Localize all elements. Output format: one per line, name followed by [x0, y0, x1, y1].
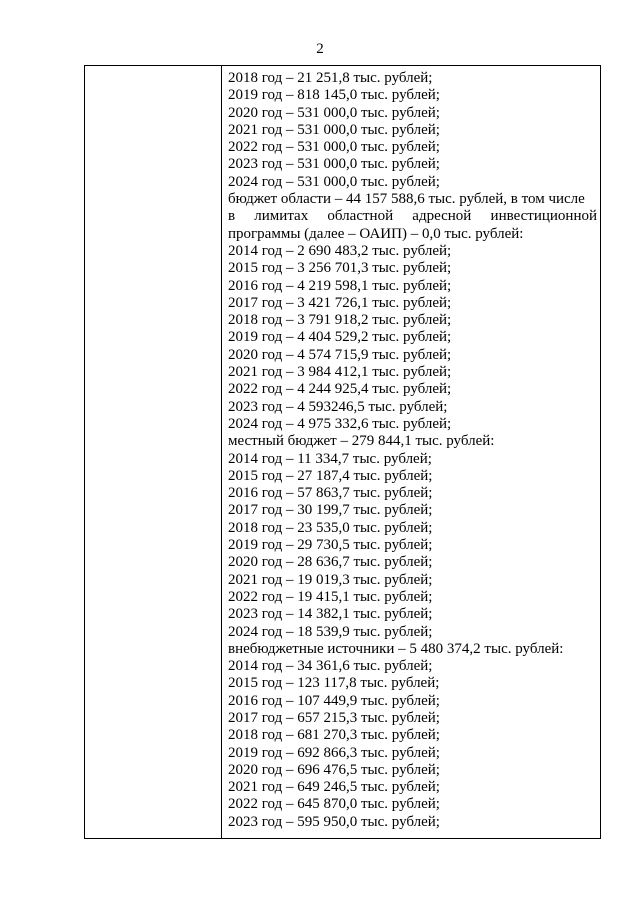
- text-line: 2015 год – 27 187,4 тыс. рублей;: [228, 467, 433, 484]
- text-line: 2021 год – 649 246,5 тыс. рублей;: [228, 779, 440, 796]
- text-line: 2022 год – 19 415,1 тыс. рублей;: [228, 588, 433, 605]
- text-line: 2023 год – 531 000,0 тыс. рублей;: [228, 156, 440, 173]
- text-line: программы (далее – ОАИП) – 0,0 тыс. рублей:: [228, 225, 524, 242]
- text-line: 2018 год – 21 251,8 тыс. рублей;: [228, 70, 433, 86]
- text-line: 2017 год – 3 421 726,1 тыс. рублей;: [228, 294, 452, 311]
- text-line: 2014 год – 11 334,7 тыс. рублей;: [228, 450, 432, 467]
- text-line: 2024 год – 4 975 332,6 тыс. рублей;: [228, 415, 452, 432]
- text-line: 2023 год – 14 382,1 тыс. рублей;: [228, 606, 433, 623]
- text-line: бюджет области – 44 157 588,6 тыс. рублей, в том числе: [228, 191, 585, 208]
- text-line: 2022 год – 531 000,0 тыс. рублей;: [228, 139, 440, 156]
- text-line: 2022 год – 645 870,0 тыс. рублей;: [228, 796, 440, 813]
- text-line: 2020 год – 696 476,5 тыс. рублей;: [228, 761, 440, 778]
- text-line: 2022 год – 4 244 925,4 тыс. рублей;: [228, 381, 452, 398]
- text-line: 2019 год – 692 866,3 тыс. рублей;: [228, 744, 440, 761]
- text-line: 2016 год – 57 863,7 тыс. рублей;: [228, 485, 433, 502]
- text-line: 2020 год – 531 000,0 тыс. рублей;: [228, 104, 440, 121]
- document-table: [84, 65, 601, 839]
- text-line: 2021 год – 3 984 412,1 тыс. рублей;: [228, 364, 452, 381]
- text-line: 2017 год – 30 199,7 тыс. рублей;: [228, 502, 433, 519]
- text-line: 2024 год – 531 000,0 тыс. рублей;: [228, 173, 440, 190]
- text-line: 2020 год – 28 636,7 тыс. рублей;: [228, 554, 433, 571]
- text-line: 2018 год – 3 791 918,2 тыс. рублей;: [228, 312, 452, 329]
- text-line: 2019 год – 4 404 529,2 тыс. рублей;: [228, 329, 452, 346]
- text-line: 2023 год – 4 593246,5 тыс. рублей;: [228, 398, 448, 415]
- text-line: 2024 год – 18 539,9 тыс. рублей;: [228, 623, 433, 640]
- text-line: в лимитах областной адресной инвестиционной: [228, 208, 597, 225]
- text-line: 2015 год – 123 117,8 тыс. рублей;: [228, 675, 440, 692]
- text-line: 2021 год – 531 000,0 тыс. рублей;: [228, 121, 440, 138]
- text-line: 2020 год – 4 574 715,9 тыс. рублей;: [228, 346, 452, 363]
- table-right-cell: [228, 70, 597, 831]
- text-line: 2019 год – 29 730,5 тыс. рублей;: [228, 537, 433, 554]
- text-line: 2014 год – 2 690 483,2 тыс. рублей;: [228, 242, 452, 259]
- text-line: внебюджетные источники – 5 480 374,2 тыс. рублей:: [228, 640, 564, 657]
- text-line: 2016 год – 107 449,9 тыс. рублей;: [228, 692, 440, 709]
- page-number: 2: [316, 41, 324, 57]
- text-line: 2021 год – 19 019,3 тыс. рублей;: [228, 571, 433, 588]
- text-line: 2018 год – 23 535,0 тыс. рублей;: [228, 519, 433, 536]
- table-left-cell: [85, 66, 222, 838]
- text-line: 2017 год – 657 215,3 тыс. рублей;: [228, 709, 440, 726]
- text-line: местный бюджет – 279 844,1 тыс. рублей:: [228, 433, 495, 450]
- text-line: 2018 год – 681 270,3 тыс. рублей;: [228, 727, 440, 744]
- text-line: 2019 год – 818 145,0 тыс. рублей;: [228, 87, 440, 104]
- text-line: 2015 год – 3 256 701,3 тыс. рублей;: [228, 260, 452, 277]
- text-line: 2023 год – 595 950,0 тыс. рублей;: [228, 813, 440, 830]
- text-line: 2016 год – 4 219 598,1 тыс. рублей;: [228, 277, 452, 294]
- text-line: 2014 год – 34 361,6 тыс. рублей;: [228, 658, 433, 675]
